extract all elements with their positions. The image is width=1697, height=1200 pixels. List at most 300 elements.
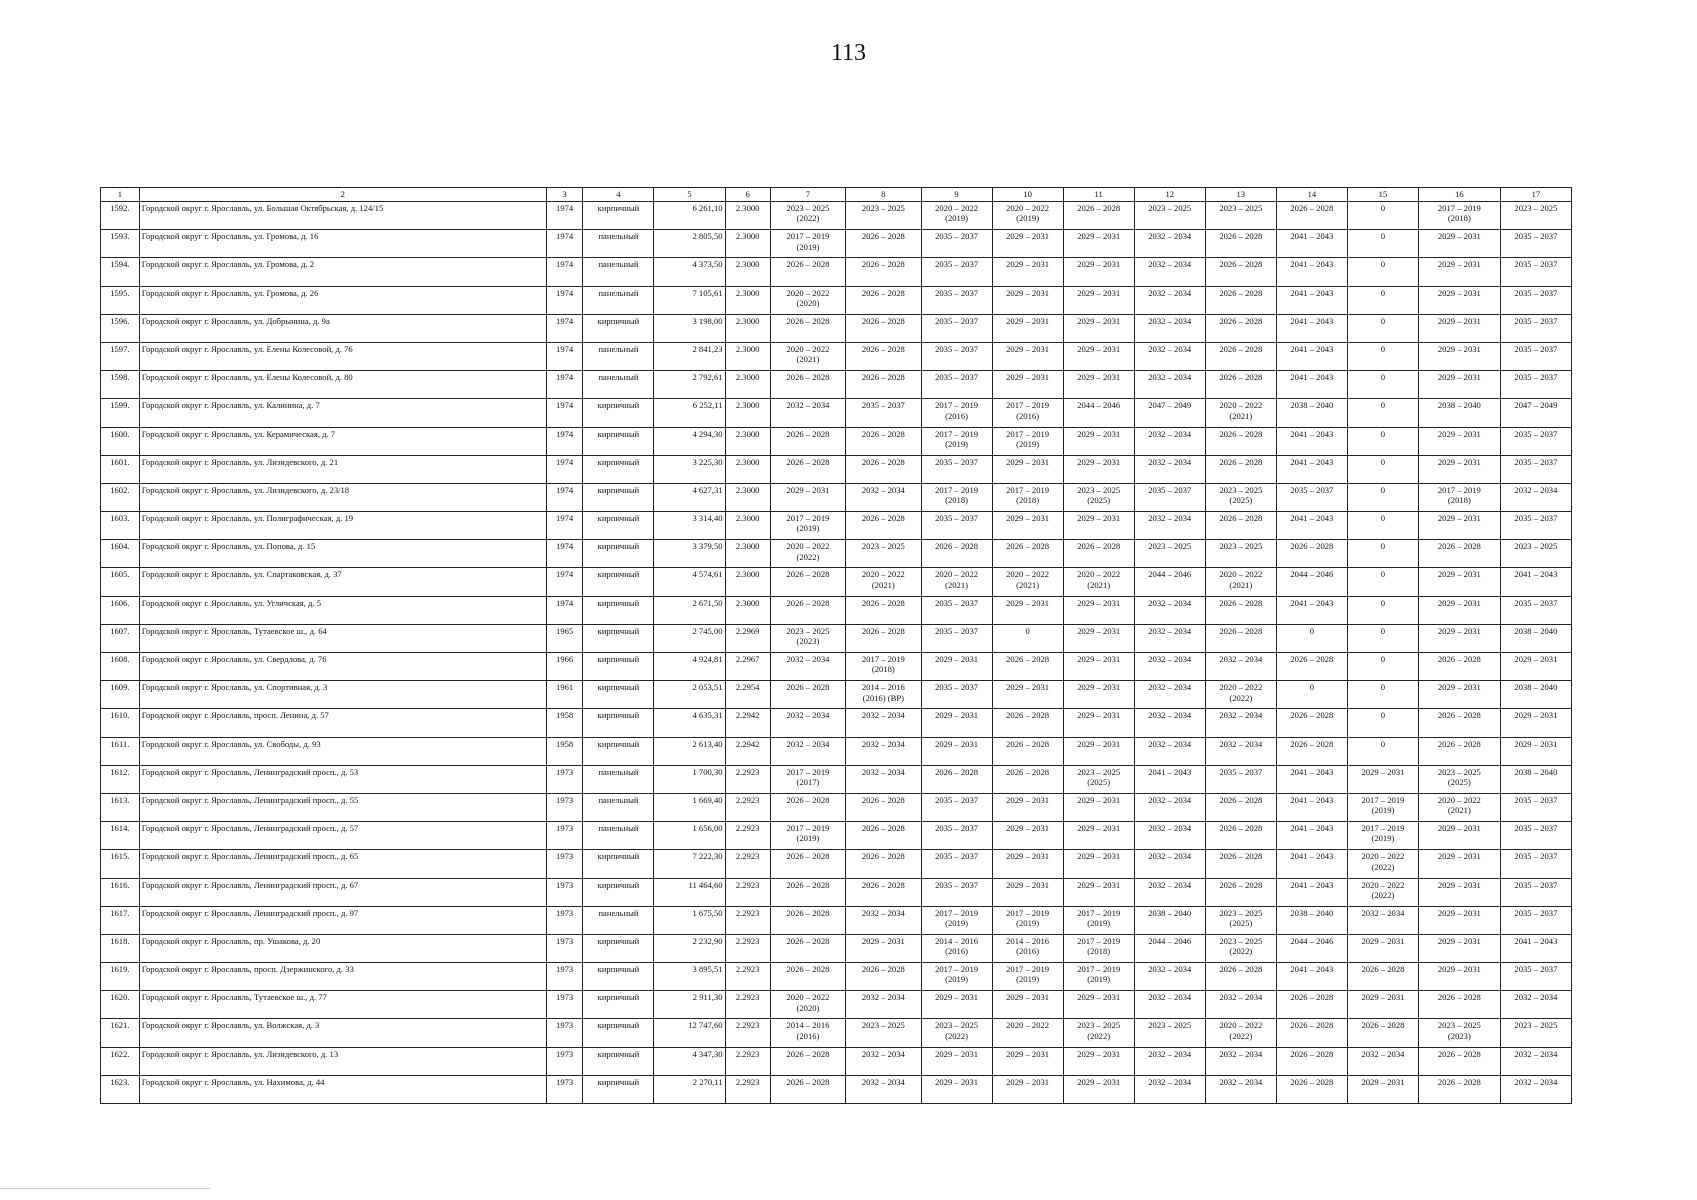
table-cell-col-15: 2032 – 2034 xyxy=(1347,1047,1418,1075)
table-cell-col-14: 2041 – 2043 xyxy=(1276,314,1347,342)
actual-year-text: (2019) xyxy=(1016,213,1040,224)
table-row xyxy=(101,202,1572,230)
table-cell-col-13: 2026 – 2028 xyxy=(1205,793,1276,821)
column-header-16: 16 xyxy=(1418,188,1500,202)
table-cell-col-4: панельный xyxy=(583,906,654,934)
table-cell-col-15: 0 xyxy=(1347,399,1418,427)
table-cell-col-7 xyxy=(770,822,845,850)
table-cell-col-17: 2035 – 2037 xyxy=(1500,230,1571,258)
period-text: 2017 – 2019 xyxy=(1437,203,1481,213)
table-cell-col-17: 2035 – 2037 xyxy=(1500,455,1571,483)
table-cell-col-9: 2035 – 2037 xyxy=(921,230,992,258)
table-cell-col-16: 2029 – 2031 xyxy=(1418,850,1500,878)
table-cell-col-2: Городской округ г. Ярославль, ул. Волжская, д. 3 xyxy=(139,1019,546,1047)
table-cell-col-7 xyxy=(770,540,845,568)
table-cell-col-17: 2032 – 2034 xyxy=(1500,991,1571,1019)
actual-year-text: (2022) xyxy=(796,551,820,562)
actual-year-text: (2021) xyxy=(1229,410,1253,421)
table-cell-col-2: Городской округ г. Ярославль, Ленинградский просп., д. 67 xyxy=(139,878,546,906)
actual-year-text: (2016) (ВР) xyxy=(862,692,904,703)
actual-year-text: (2025) xyxy=(1229,918,1253,928)
table-cell-col-9: 2029 – 2031 xyxy=(921,737,992,765)
table-cell-col-10: 2029 – 2031 xyxy=(992,850,1063,878)
table-cell-col-2: Городской округ г. Ярославль, ул. Лизидевского, д. 23/18 xyxy=(139,483,546,511)
period-text: 2020 – 2022 xyxy=(1077,569,1121,580)
table-cell-col-5: 11 464,60 xyxy=(654,878,725,906)
table-cell-col-16 xyxy=(1418,483,1500,511)
table-cell-col-3: 1973 xyxy=(546,1075,583,1103)
table-cell-col-7: 2026 – 2028 xyxy=(770,793,845,821)
table-cell-col-9: 2029 – 2031 xyxy=(921,653,992,681)
table-cell-col-8: 2023 – 2025 xyxy=(846,540,921,568)
period-text: 2023 – 2025 xyxy=(1219,907,1263,918)
table-cell-col-11: 2029 – 2031 xyxy=(1063,342,1134,370)
table-cell-col-1: 1621. xyxy=(101,1019,140,1047)
table-cell-col-4: кирпичный xyxy=(583,934,654,962)
actual-year-text: (2021) xyxy=(796,354,820,365)
table-cell-col-15: 0 xyxy=(1347,258,1418,286)
table-cell-col-15: 0 xyxy=(1347,653,1418,681)
table-cell-col-11 xyxy=(1063,568,1134,596)
actual-year-text: (2016) xyxy=(945,410,968,421)
table-cell-col-7: 2026 – 2028 xyxy=(770,1047,845,1075)
table-cell-col-14: 0 xyxy=(1276,681,1347,709)
table-cell-col-11: 2029 – 2031 xyxy=(1063,258,1134,286)
table-cell-col-9 xyxy=(921,202,992,230)
table-cell-col-3: 1974 xyxy=(546,399,583,427)
table-cell-col-6: 2.2923 xyxy=(725,934,770,962)
column-header-13: 13 xyxy=(1205,188,1276,202)
table-cell-col-15: 0 xyxy=(1347,427,1418,455)
table-cell-col-13: 2032 – 2034 xyxy=(1205,737,1276,765)
period-text: 2023 – 2025 xyxy=(786,203,830,213)
table-cell-col-10: 2029 – 2031 xyxy=(992,822,1063,850)
period-text: 2017 – 2019 xyxy=(935,484,979,495)
table-cell-col-11: 2029 – 2031 xyxy=(1063,314,1134,342)
table-cell-col-5: 2 792,61 xyxy=(654,371,725,399)
column-header-9: 9 xyxy=(921,188,992,202)
actual-year-text: (2018) xyxy=(871,664,895,675)
table-cell-col-2: Городской округ г. Ярославль, ул. Полиграфическая, д. 19 xyxy=(139,512,546,540)
table-cell-col-5: 7 222,30 xyxy=(654,850,725,878)
table-cell-col-4: панельный xyxy=(583,286,654,314)
table-cell-col-10: 2026 – 2028 xyxy=(992,653,1063,681)
period-text: 2017 – 2019 xyxy=(935,964,979,975)
period-text: 2017 – 2019 xyxy=(935,400,979,411)
actual-year-text: (2019) xyxy=(945,213,968,224)
actual-year-text: (2021) xyxy=(871,579,895,590)
actual-year-text: (2018) xyxy=(1016,495,1040,506)
table-cell-col-9: 2029 – 2031 xyxy=(921,991,992,1019)
table-cell-col-15: 2032 – 2034 xyxy=(1347,906,1418,934)
period-text: 2020 – 2022 xyxy=(1437,794,1481,805)
table-cell-col-7: 2026 – 2028 xyxy=(770,258,845,286)
table-cell-col-8: 2023 – 2025 xyxy=(846,1019,921,1047)
actual-year-text: (2022) xyxy=(1371,889,1395,900)
actual-year-text: (2016) xyxy=(945,946,968,957)
table-cell-col-11: 2029 – 2031 xyxy=(1063,878,1134,906)
table-cell-col-5: 4 347,30 xyxy=(654,1047,725,1075)
table-row xyxy=(101,765,1572,793)
table-cell-col-8: 2029 – 2031 xyxy=(846,934,921,962)
table-cell-col-14: 2044 – 2046 xyxy=(1276,934,1347,962)
table-cell-col-12: 2023 – 2025 xyxy=(1134,202,1205,230)
table-cell-col-13: 2026 – 2028 xyxy=(1205,455,1276,483)
table-row xyxy=(101,314,1572,342)
table-cell-col-7: 2026 – 2028 xyxy=(770,371,845,399)
table-cell-col-2: Городской округ г. Ярославль, ул. Елены Колесовой, д. 80 xyxy=(139,371,546,399)
table-cell-col-6: 2.3000 xyxy=(725,230,770,258)
table-cell-col-7: 2032 – 2034 xyxy=(770,653,845,681)
table-cell-col-11: 2029 – 2031 xyxy=(1063,653,1134,681)
table-cell-col-9: 2026 – 2028 xyxy=(921,765,992,793)
table-cell-col-11: 2029 – 2031 xyxy=(1063,371,1134,399)
table-cell-col-16: 2029 – 2031 xyxy=(1418,624,1500,652)
table-cell-col-13: 2026 – 2028 xyxy=(1205,963,1276,991)
actual-year-text: (2022) xyxy=(1229,1030,1253,1041)
table-cell-col-13: 2026 – 2028 xyxy=(1205,822,1276,850)
table-cell-col-9: 2035 – 2037 xyxy=(921,342,992,370)
table-cell-col-16 xyxy=(1418,202,1500,230)
column-header-8: 8 xyxy=(846,188,921,202)
table-cell-col-2: Городской округ г. Ярославль, Тутаевское ш., д. 77 xyxy=(139,991,546,1019)
table-cell-col-3: 1973 xyxy=(546,878,583,906)
period-text: 2020 – 2022 xyxy=(786,992,830,1003)
table-row xyxy=(101,624,1572,652)
table-cell-col-10: 2029 – 2031 xyxy=(992,258,1063,286)
table-cell-col-5: 4 294,30 xyxy=(654,427,725,455)
table-cell-col-4: кирпичный xyxy=(583,1075,654,1103)
table-cell-col-17: 2047 – 2049 xyxy=(1500,399,1571,427)
table-cell-col-13: 2023 – 2025 xyxy=(1205,202,1276,230)
table-cell-col-8: 2032 – 2034 xyxy=(846,765,921,793)
table-cell-col-13: 2032 – 2034 xyxy=(1205,653,1276,681)
table-cell-col-4: кирпичный xyxy=(583,709,654,737)
actual-year-text: (2019) xyxy=(1371,805,1395,816)
column-number-row xyxy=(101,188,1572,202)
table-cell-col-7: 2026 – 2028 xyxy=(770,963,845,991)
table-cell-col-8: 2026 – 2028 xyxy=(846,258,921,286)
table-cell-col-6: 2.2923 xyxy=(725,793,770,821)
table-cell-col-12: 2032 – 2034 xyxy=(1134,314,1205,342)
table-cell-col-11: 2029 – 2031 xyxy=(1063,1047,1134,1075)
table-cell-col-14: 2038 – 2040 xyxy=(1276,399,1347,427)
period-text: 2017 – 2019 xyxy=(935,907,979,918)
period-text: 2020 – 2022 xyxy=(1006,203,1050,213)
table-cell-col-15: 2026 – 2028 xyxy=(1347,963,1418,991)
table-cell-col-17: 2035 – 2037 xyxy=(1500,427,1571,455)
table-cell-col-12: 2032 – 2034 xyxy=(1134,653,1205,681)
table-cell-col-7: 2026 – 2028 xyxy=(770,878,845,906)
table-cell-col-1: 1613. xyxy=(101,793,140,821)
table-cell-col-15: 2029 – 2031 xyxy=(1347,1075,1418,1103)
table-cell-col-13: 2026 – 2028 xyxy=(1205,624,1276,652)
table-row xyxy=(101,1075,1572,1103)
column-header-15: 15 xyxy=(1347,188,1418,202)
table-cell-col-6: 2.3000 xyxy=(725,540,770,568)
table-cell-col-4: кирпичный xyxy=(583,1047,654,1075)
table-row xyxy=(101,793,1572,821)
table-cell-col-16: 2029 – 2031 xyxy=(1418,822,1500,850)
table-cell-col-4: панельный xyxy=(583,822,654,850)
table-cell-col-14: 2041 – 2043 xyxy=(1276,258,1347,286)
table-cell-col-8: 2026 – 2028 xyxy=(846,455,921,483)
table-cell-col-6: 2.3000 xyxy=(725,202,770,230)
table-cell-col-8: 2026 – 2028 xyxy=(846,342,921,370)
table-cell-col-5: 6 252,11 xyxy=(654,399,725,427)
table-cell-col-11: 2026 – 2028 xyxy=(1063,540,1134,568)
table-cell-col-6: 2.3000 xyxy=(725,427,770,455)
period-text: 2017 – 2019 xyxy=(786,823,830,834)
table-cell-col-2: Городской округ г. Ярославль, ул. Лизидевского, д. 21 xyxy=(139,455,546,483)
table-row xyxy=(101,596,1572,624)
table-cell-col-2: Городской округ г. Ярославль, Ленинградский просп., д. 55 xyxy=(139,793,546,821)
period-text: 2020 – 2022 xyxy=(1219,682,1263,693)
table-cell-col-4: кирпичный xyxy=(583,991,654,1019)
table-cell-col-11: 2029 – 2031 xyxy=(1063,850,1134,878)
table-cell-col-1: 1617. xyxy=(101,906,140,934)
table-cell-col-9: 2029 – 2031 xyxy=(921,1047,992,1075)
table-cell-col-9: 2035 – 2037 xyxy=(921,793,992,821)
table-cell-col-10: 2029 – 2031 xyxy=(992,512,1063,540)
table-row xyxy=(101,371,1572,399)
table-cell-col-2: Городской округ г. Ярославль, ул. Лизидевского, д. 13 xyxy=(139,1047,546,1075)
table-cell-col-6: 2.2923 xyxy=(725,850,770,878)
table-cell-col-1: 1612. xyxy=(101,765,140,793)
table-cell-col-15: 0 xyxy=(1347,314,1418,342)
table-cell-col-14: 2041 – 2043 xyxy=(1276,963,1347,991)
actual-year-text: (2019) xyxy=(945,438,968,449)
table-cell-col-13: 2026 – 2028 xyxy=(1205,230,1276,258)
period-text: 2017 – 2019 xyxy=(1437,484,1481,495)
table-cell-col-11 xyxy=(1063,934,1134,962)
period-text: 2020 – 2022 xyxy=(1006,569,1050,580)
table-cell-col-5: 4 373,50 xyxy=(654,258,725,286)
table-row xyxy=(101,483,1572,511)
table-cell-col-15: 0 xyxy=(1347,737,1418,765)
table-row xyxy=(101,822,1572,850)
table-cell-col-3: 1974 xyxy=(546,371,583,399)
table-cell-col-9: 2035 – 2037 xyxy=(921,681,992,709)
table-cell-col-14: 2041 – 2043 xyxy=(1276,230,1347,258)
table-cell-col-12: 2032 – 2034 xyxy=(1134,624,1205,652)
actual-year-text: (2021) xyxy=(1447,805,1471,816)
table-cell-col-2: Городской округ г. Ярославль, Ленинградский просп., д. 53 xyxy=(139,765,546,793)
table-cell-col-3: 1973 xyxy=(546,765,583,793)
table-cell-col-6: 2.3000 xyxy=(725,258,770,286)
table-cell-col-6: 2.3000 xyxy=(725,342,770,370)
table-cell-col-14: 2041 – 2043 xyxy=(1276,878,1347,906)
table-cell-col-16: 2029 – 2031 xyxy=(1418,258,1500,286)
table-cell-col-14: 2041 – 2043 xyxy=(1276,596,1347,624)
table-cell-col-16: 2029 – 2031 xyxy=(1418,906,1500,934)
actual-year-text: (2019) xyxy=(1087,918,1111,928)
table-cell-col-16: 2026 – 2028 xyxy=(1418,1047,1500,1075)
table-cell-col-16: 2029 – 2031 xyxy=(1418,878,1500,906)
table-cell-col-17: 2035 – 2037 xyxy=(1500,258,1571,286)
actual-year-text: (2019) xyxy=(1016,918,1040,928)
table-cell-col-8: 2023 – 2025 xyxy=(846,202,921,230)
table-cell-col-6: 2.2923 xyxy=(725,963,770,991)
table-cell-col-16: 2029 – 2031 xyxy=(1418,286,1500,314)
capital-repair-schedule-table xyxy=(100,187,1572,1104)
period-text: 2020 – 2022 xyxy=(1219,400,1263,411)
period-text: 2017 – 2019 xyxy=(786,231,830,242)
table-cell-col-17: 2035 – 2037 xyxy=(1500,878,1571,906)
period-text: 2017 – 2019 xyxy=(1006,907,1050,918)
table-cell-col-14: 2041 – 2043 xyxy=(1276,342,1347,370)
table-cell-col-17: 2038 – 2040 xyxy=(1500,624,1571,652)
table-cell-col-2: Городской округ г. Ярославль, Тутаевское ш., д. 64 xyxy=(139,624,546,652)
actual-year-text: (2022) xyxy=(1087,1030,1111,1041)
table-cell-col-1: 1609. xyxy=(101,681,140,709)
column-header-1: 1 xyxy=(101,188,140,202)
table-cell-col-5: 2 270,11 xyxy=(654,1075,725,1103)
table-cell-col-9 xyxy=(921,427,992,455)
table-cell-col-13 xyxy=(1205,681,1276,709)
column-header-6: 6 xyxy=(725,188,770,202)
actual-year-text: (2019) xyxy=(945,974,968,985)
actual-year-text: (2019) xyxy=(1016,438,1040,449)
table-cell-col-7: 2026 – 2028 xyxy=(770,568,845,596)
table-cell-col-11: 2029 – 2031 xyxy=(1063,455,1134,483)
table-cell-col-4: панельный xyxy=(583,342,654,370)
table-cell-col-10 xyxy=(992,427,1063,455)
table-cell-col-2: Городской округ г. Ярославль, ул. Свердлова, д. 76 xyxy=(139,653,546,681)
table-cell-col-7: 2026 – 2028 xyxy=(770,850,845,878)
table-cell-col-16: 2029 – 2031 xyxy=(1418,455,1500,483)
table-cell-col-16: 2029 – 2031 xyxy=(1418,371,1500,399)
table-cell-col-2: Городской округ г. Ярославль, ул. Елены Колесовой, д. 76 xyxy=(139,342,546,370)
table-cell-col-2: Городской округ г. Ярославль, Ленинградский просп., д. 97 xyxy=(139,906,546,934)
period-text: 2020 – 2022 xyxy=(935,203,979,213)
table-cell-col-14: 2026 – 2028 xyxy=(1276,1047,1347,1075)
table-cell-col-5: 6 261,10 xyxy=(654,202,725,230)
table-cell-col-1: 1619. xyxy=(101,963,140,991)
table-cell-col-16: 2026 – 2028 xyxy=(1418,709,1500,737)
actual-year-text: (2019) xyxy=(1371,833,1395,844)
table-cell-col-5: 4 924,81 xyxy=(654,653,725,681)
table-row xyxy=(101,455,1572,483)
table-row xyxy=(101,258,1572,286)
column-header-4: 4 xyxy=(583,188,654,202)
table-cell-col-3: 1974 xyxy=(546,314,583,342)
table-cell-col-11: 2029 – 2031 xyxy=(1063,822,1134,850)
table-cell-col-13: 2026 – 2028 xyxy=(1205,314,1276,342)
table-cell-col-16: 2029 – 2031 xyxy=(1418,568,1500,596)
table-cell-col-17: 2029 – 2031 xyxy=(1500,709,1571,737)
column-header-3: 3 xyxy=(546,188,583,202)
table-cell-col-8 xyxy=(846,568,921,596)
table-cell-col-7: 2026 – 2028 xyxy=(770,596,845,624)
table-cell-col-1: 1598. xyxy=(101,371,140,399)
table-cell-col-17: 2023 – 2025 xyxy=(1500,540,1571,568)
table-cell-col-17: 2035 – 2037 xyxy=(1500,596,1571,624)
period-text: 2023 – 2025 xyxy=(1077,1020,1121,1031)
table-cell-col-13: 2032 – 2034 xyxy=(1205,709,1276,737)
table-cell-col-12: 2044 – 2046 xyxy=(1134,934,1205,962)
period-text: 2023 – 2025 xyxy=(935,1020,979,1031)
table-cell-col-8: 2026 – 2028 xyxy=(846,850,921,878)
table-cell-col-9 xyxy=(921,483,992,511)
table-cell-col-13: 2026 – 2028 xyxy=(1205,286,1276,314)
table-cell-col-5: 2 671,50 xyxy=(654,596,725,624)
table-cell-col-7: 2032 – 2034 xyxy=(770,737,845,765)
actual-year-text: (2025) xyxy=(1087,777,1111,788)
table-cell-col-12: 2032 – 2034 xyxy=(1134,342,1205,370)
period-text: 2017 – 2019 xyxy=(786,766,830,777)
page-number: 113 xyxy=(830,40,867,66)
table-cell-col-15: 0 xyxy=(1347,342,1418,370)
period-text: 2020 – 2022 xyxy=(935,569,979,580)
table-cell-col-12: 2032 – 2034 xyxy=(1134,1047,1205,1075)
actual-year-text: (2018) xyxy=(1087,946,1111,957)
table-cell-col-14: 2041 – 2043 xyxy=(1276,427,1347,455)
table-cell-col-5: 3 225,30 xyxy=(654,455,725,483)
table-cell-col-6: 2.3000 xyxy=(725,512,770,540)
table-cell-col-12: 2032 – 2034 xyxy=(1134,963,1205,991)
table-row xyxy=(101,230,1572,258)
table-cell-col-5: 3 314,40 xyxy=(654,512,725,540)
table-cell-col-12: 2023 – 2025 xyxy=(1134,540,1205,568)
table-cell-col-8: 2032 – 2034 xyxy=(846,1047,921,1075)
table-row xyxy=(101,737,1572,765)
table-cell-col-8: 2032 – 2034 xyxy=(846,1075,921,1103)
table-cell-col-14: 2041 – 2043 xyxy=(1276,822,1347,850)
table-cell-col-1: 1593. xyxy=(101,230,140,258)
actual-year-text: (2025) xyxy=(1229,495,1253,506)
table-cell-col-9: 2035 – 2037 xyxy=(921,878,992,906)
table-cell-col-14: 2038 – 2040 xyxy=(1276,906,1347,934)
table-cell-col-12: 2041 – 2043 xyxy=(1134,765,1205,793)
table-cell-col-11: 2044 – 2046 xyxy=(1063,399,1134,427)
table-cell-col-5: 4 627,31 xyxy=(654,483,725,511)
period-text: 2014 – 2016 xyxy=(935,935,979,946)
table-cell-col-11: 2029 – 2031 xyxy=(1063,709,1134,737)
table-cell-col-6: 2.3000 xyxy=(725,286,770,314)
table-cell-col-10: 2020 – 2022 xyxy=(992,1019,1063,1047)
table-cell-col-8: 2032 – 2034 xyxy=(846,737,921,765)
period-text: 2017 – 2019 xyxy=(935,428,979,439)
table-cell-col-9: 2035 – 2037 xyxy=(921,286,992,314)
table-cell-col-11: 2029 – 2031 xyxy=(1063,681,1134,709)
table-cell-col-4: панельный xyxy=(583,258,654,286)
table-cell-col-12: 2032 – 2034 xyxy=(1134,230,1205,258)
table-cell-col-17: 2035 – 2037 xyxy=(1500,512,1571,540)
table-cell-col-3: 1973 xyxy=(546,991,583,1019)
actual-year-text: (2019) xyxy=(796,241,820,252)
table-cell-col-17: 2038 – 2040 xyxy=(1500,681,1571,709)
table-cell-col-17: 2035 – 2037 xyxy=(1500,963,1571,991)
table-cell-col-5: 4 574,61 xyxy=(654,568,725,596)
table-cell-col-4: кирпичный xyxy=(583,483,654,511)
table-cell-col-10: 2026 – 2028 xyxy=(992,737,1063,765)
table-row xyxy=(101,286,1572,314)
table-cell-col-5: 2 613,40 xyxy=(654,737,725,765)
table-cell-col-15: 2029 – 2031 xyxy=(1347,765,1418,793)
table-cell-col-8: 2026 – 2028 xyxy=(846,624,921,652)
table-cell-col-10: 2029 – 2031 xyxy=(992,342,1063,370)
table-cell-col-17: 2023 – 2025 xyxy=(1500,202,1571,230)
table-cell-col-17: 2035 – 2037 xyxy=(1500,850,1571,878)
table-cell-col-7 xyxy=(770,765,845,793)
table-cell-col-7 xyxy=(770,512,845,540)
table-cell-col-3: 1974 xyxy=(546,596,583,624)
table-cell-col-3: 1965 xyxy=(546,624,583,652)
table-cell-col-14: 2026 – 2028 xyxy=(1276,1019,1347,1047)
table-cell-col-6: 2.2923 xyxy=(725,906,770,934)
table-cell-col-13: 2026 – 2028 xyxy=(1205,878,1276,906)
